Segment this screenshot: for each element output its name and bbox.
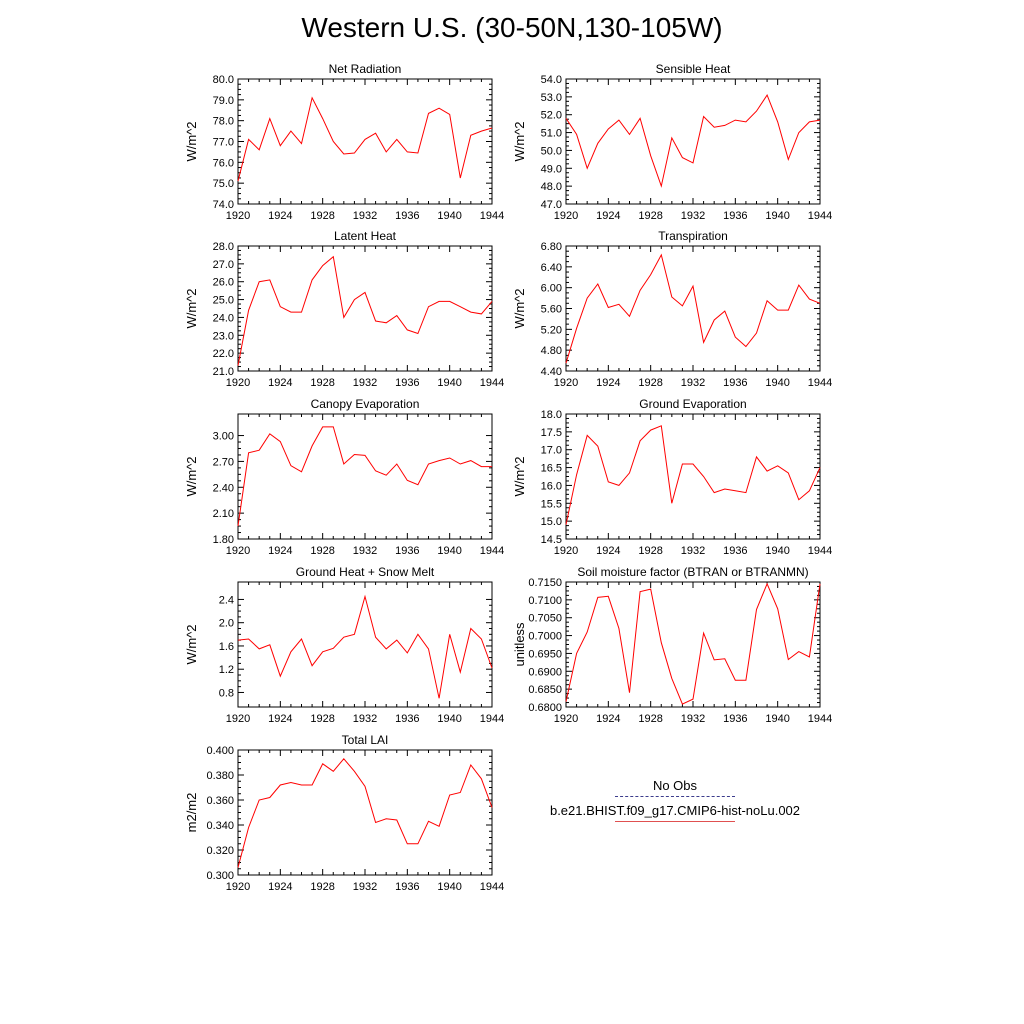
x-tick-label: 1932 — [680, 377, 706, 389]
x-tick-label: 1940 — [437, 377, 462, 389]
panel-7 — [512, 565, 832, 725]
panel-1 — [512, 62, 832, 222]
x-tick-label: 1940 — [765, 545, 790, 557]
y-tick-label: 0.6950 — [528, 648, 562, 661]
plot-frame — [238, 750, 492, 875]
x-tick-label: 1932 — [352, 545, 378, 557]
y-tick-label: 0.300 — [206, 870, 234, 882]
x-tick-label: 1936 — [395, 210, 420, 222]
series-line-0 — [238, 759, 492, 868]
y-tick-label: 4.80 — [540, 345, 562, 358]
x-tick-label: 1928 — [310, 377, 335, 389]
x-tick-label: 1940 — [437, 545, 462, 557]
series-line-0 — [566, 426, 820, 525]
panel-title: Soil moisture factor (BTRAN or BTRANMN) — [577, 565, 809, 579]
x-tick-label: 1928 — [638, 210, 663, 222]
y-tick-label: 23.0 — [212, 330, 234, 343]
y-tick-label: 15.5 — [540, 498, 562, 511]
x-tick-label: 1928 — [638, 713, 663, 725]
y-tick-label: 80.0 — [212, 74, 234, 86]
y-tick-label: 0.320 — [206, 845, 234, 857]
y-tick-label: 0.7000 — [528, 630, 562, 643]
panel-title: Canopy Evaporation — [310, 397, 420, 411]
y-axis-label: W/m^2 — [512, 288, 527, 329]
x-tick-label: 1940 — [765, 713, 790, 725]
y-tick-label: 1.6 — [218, 640, 234, 653]
legend-obs-label: No Obs — [652, 778, 698, 793]
x-tick-label: 1932 — [352, 881, 378, 893]
y-tick-label: 2.0 — [218, 617, 234, 630]
y-tick-label: 5.20 — [540, 324, 562, 337]
x-tick-label: 1924 — [268, 545, 293, 557]
x-tick-label: 1944 — [479, 545, 505, 557]
panel-title: Latent Heat — [333, 229, 397, 243]
panel-0 — [184, 62, 504, 222]
x-tick-label: 1928 — [310, 545, 335, 557]
x-tick-label: 1928 — [310, 210, 335, 222]
legend-obs-swatch — [615, 796, 735, 797]
y-tick-label: 17.0 — [540, 444, 562, 457]
y-tick-label: 0.8 — [218, 687, 234, 700]
y-tick-label: 2.70 — [212, 456, 234, 469]
y-tick-label: 15.0 — [540, 516, 562, 529]
x-tick-label: 1940 — [437, 881, 462, 893]
panel-title: Transpiration — [658, 229, 728, 243]
x-tick-label: 1920 — [225, 210, 251, 222]
y-tick-label: 18.0 — [540, 409, 562, 421]
plot-frame — [566, 414, 820, 539]
y-tick-label: 51.0 — [540, 127, 562, 140]
x-tick-label: 1932 — [680, 713, 706, 725]
x-tick-label: 1936 — [395, 545, 420, 557]
x-tick-label: 1920 — [225, 713, 251, 725]
y-tick-label: 22.0 — [212, 348, 234, 361]
x-tick-label: 1944 — [807, 377, 833, 389]
x-tick-label: 1928 — [310, 881, 335, 893]
legend — [520, 778, 830, 828]
y-tick-label: 5.60 — [540, 303, 562, 316]
x-tick-label: 1920 — [225, 545, 251, 557]
x-tick-label: 1940 — [437, 210, 462, 222]
x-tick-label: 1924 — [596, 377, 621, 389]
y-tick-label: 74.0 — [212, 199, 234, 211]
legend-model-swatch — [615, 821, 735, 822]
y-tick-label: 0.380 — [206, 770, 234, 782]
y-tick-label: 50.0 — [540, 145, 562, 158]
x-tick-label: 1944 — [479, 713, 505, 725]
x-tick-label: 1936 — [395, 881, 420, 893]
x-tick-label: 1936 — [723, 377, 748, 389]
y-axis-label: W/m^2 — [184, 288, 199, 329]
x-tick-label: 1932 — [680, 545, 706, 557]
x-tick-label: 1936 — [395, 377, 420, 389]
x-tick-label: 1924 — [596, 210, 621, 222]
x-tick-label: 1928 — [638, 545, 663, 557]
x-tick-label: 1920 — [225, 881, 251, 893]
x-tick-label: 1920 — [225, 377, 251, 389]
x-tick-label: 1932 — [352, 377, 378, 389]
y-axis-label: unitless — [512, 622, 527, 667]
y-axis-label: W/m^2 — [184, 624, 199, 665]
y-tick-label: 24.0 — [212, 312, 234, 325]
x-tick-label: 1940 — [437, 713, 462, 725]
x-tick-label: 1936 — [723, 210, 748, 222]
panel-title: Ground Heat + Snow Melt — [295, 565, 435, 579]
y-axis-label: m2/m2 — [184, 792, 199, 833]
y-tick-label: 14.5 — [540, 534, 562, 546]
x-tick-label: 1944 — [807, 713, 833, 725]
panel-6 — [184, 565, 504, 725]
y-tick-label: 76.0 — [212, 157, 234, 170]
y-tick-label: 21.0 — [212, 366, 234, 378]
panel-8 — [184, 733, 504, 893]
plot-frame — [566, 582, 820, 707]
panel-title: Net Radiation — [328, 62, 402, 76]
x-tick-label: 1940 — [765, 210, 790, 222]
y-tick-label: 54.0 — [540, 74, 562, 86]
y-tick-label: 25.0 — [212, 294, 234, 307]
x-tick-label: 1924 — [268, 377, 293, 389]
y-tick-label: 4.40 — [540, 366, 562, 378]
y-tick-label: 48.0 — [540, 181, 562, 194]
y-tick-label: 0.6850 — [528, 684, 562, 697]
x-tick-label: 1920 — [553, 713, 579, 725]
y-axis-label: W/m^2 — [512, 121, 527, 162]
x-tick-label: 1928 — [310, 713, 335, 725]
y-tick-label: 77.0 — [212, 136, 234, 149]
x-tick-label: 1924 — [268, 210, 293, 222]
y-tick-label: 2.40 — [212, 482, 234, 495]
y-tick-label: 78.0 — [212, 115, 234, 128]
y-tick-label: 6.00 — [540, 282, 562, 295]
panel-2 — [184, 229, 504, 389]
x-tick-label: 1944 — [807, 210, 833, 222]
x-tick-label: 1936 — [723, 713, 748, 725]
x-tick-label: 1944 — [479, 377, 505, 389]
series-line-0 — [566, 95, 820, 186]
y-tick-label: 3.00 — [212, 430, 234, 443]
y-tick-label: 2.10 — [212, 508, 234, 521]
legend-model-label: b.e21.BHIST.f09_g17.CMIP6-hist-noLu.002 — [549, 803, 801, 818]
plot-frame — [238, 414, 492, 539]
y-tick-label: 17.5 — [540, 426, 562, 439]
y-tick-label: 0.7100 — [528, 594, 562, 607]
y-tick-label: 52.0 — [540, 109, 562, 122]
y-tick-label: 2.4 — [218, 594, 234, 607]
y-tick-label: 26.0 — [212, 276, 234, 289]
panel-3 — [512, 229, 832, 389]
panel-4 — [184, 397, 504, 557]
x-tick-label: 1944 — [807, 545, 833, 557]
series-line-0 — [238, 257, 492, 366]
y-tick-label: 0.340 — [206, 820, 234, 832]
plot-frame — [238, 582, 492, 707]
y-tick-label: 6.40 — [540, 261, 562, 274]
panel-5 — [512, 397, 832, 557]
x-tick-label: 1932 — [352, 713, 378, 725]
plot-frame — [566, 246, 820, 371]
panel-title: Sensible Heat — [655, 62, 731, 76]
y-tick-label: 0.6800 — [528, 702, 562, 714]
x-tick-label: 1940 — [765, 377, 790, 389]
series-line-0 — [566, 584, 820, 704]
y-axis-label: W/m^2 — [512, 456, 527, 497]
x-tick-label: 1920 — [553, 377, 579, 389]
figure-title: Western U.S. (30-50N,130-105W) — [301, 12, 723, 43]
x-tick-label: 1944 — [479, 881, 505, 893]
y-tick-label: 28.0 — [212, 241, 234, 253]
x-tick-label: 1920 — [553, 545, 579, 557]
series-line-0 — [566, 255, 820, 363]
series-line-0 — [238, 427, 492, 526]
y-tick-label: 16.0 — [540, 480, 562, 493]
series-line-0 — [238, 597, 492, 699]
plot-frame — [238, 246, 492, 371]
x-tick-label: 1944 — [479, 210, 505, 222]
y-tick-label: 0.7150 — [528, 577, 562, 589]
y-axis-label: W/m^2 — [184, 121, 199, 162]
y-tick-label: 1.2 — [218, 664, 234, 677]
y-tick-label: 1.80 — [212, 534, 234, 546]
x-tick-label: 1924 — [268, 713, 293, 725]
x-tick-label: 1936 — [395, 713, 420, 725]
y-tick-label: 47.0 — [540, 199, 562, 211]
y-tick-label: 0.7050 — [528, 612, 562, 625]
y-tick-label: 75.0 — [212, 178, 234, 191]
series-line-0 — [238, 98, 492, 181]
x-tick-label: 1936 — [723, 545, 748, 557]
y-tick-label: 0.400 — [206, 745, 234, 757]
y-tick-label: 0.360 — [206, 795, 234, 807]
y-tick-label: 27.0 — [212, 258, 234, 271]
y-tick-label: 6.80 — [540, 241, 562, 253]
x-tick-label: 1932 — [680, 210, 706, 222]
y-axis-label: W/m^2 — [184, 456, 199, 497]
x-tick-label: 1920 — [553, 210, 579, 222]
plot-frame — [566, 79, 820, 204]
x-tick-label: 1932 — [352, 210, 378, 222]
panel-title: Ground Evaporation — [639, 397, 747, 411]
y-tick-label: 53.0 — [540, 91, 562, 104]
y-tick-label: 0.6900 — [528, 666, 562, 679]
y-tick-label: 49.0 — [540, 163, 562, 176]
y-tick-label: 79.0 — [212, 94, 234, 107]
x-tick-label: 1924 — [268, 881, 293, 893]
y-tick-label: 16.5 — [540, 462, 562, 475]
x-tick-label: 1924 — [596, 713, 621, 725]
x-tick-label: 1928 — [638, 377, 663, 389]
panel-title: Total LAI — [341, 733, 389, 747]
x-tick-label: 1924 — [596, 545, 621, 557]
